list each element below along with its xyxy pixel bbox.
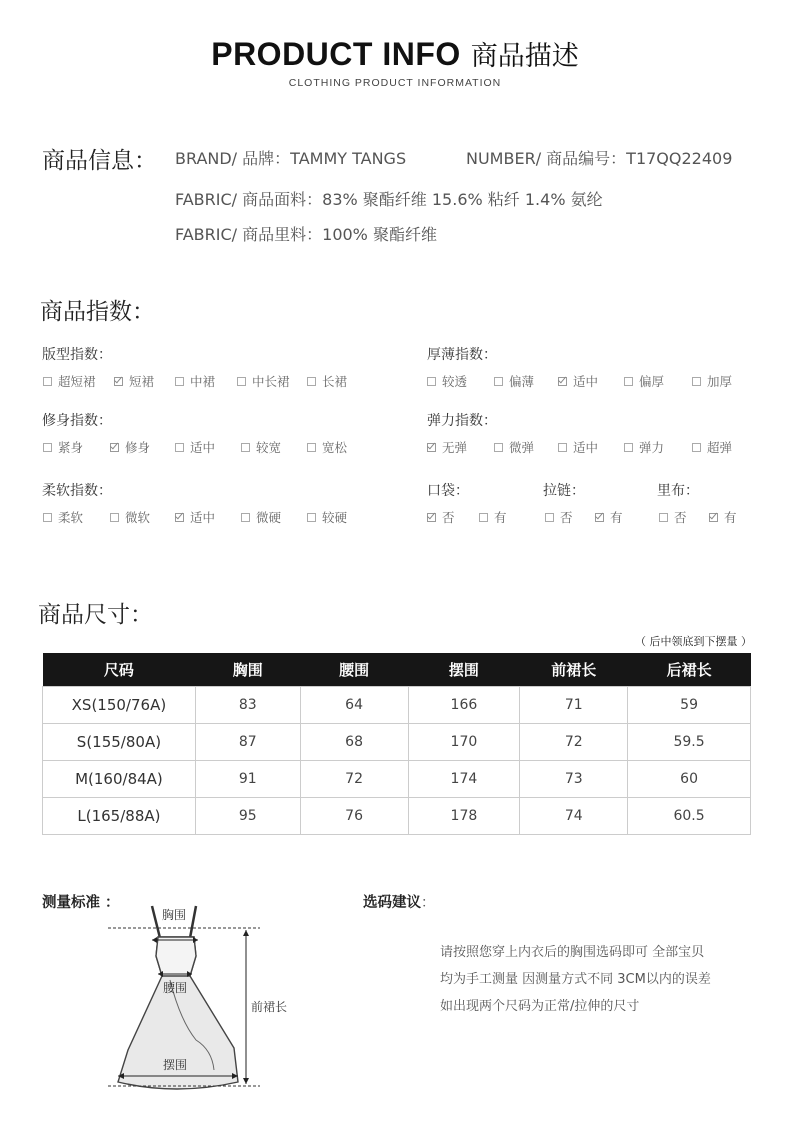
option-item[interactable]: 较硬 [307, 508, 347, 526]
checkbox-icon [692, 443, 701, 452]
table-cell: 87 [195, 724, 300, 761]
table-cell: XS(150/76A) [43, 687, 196, 724]
column-header: 胸围 [195, 653, 300, 687]
lining-cloth-label: 里布： [657, 483, 699, 499]
checkbox-icon [241, 513, 250, 522]
checkbox-icon [43, 377, 52, 386]
number-text: NUMBER/ 商品编号：T17QQ22409 [466, 149, 733, 168]
option-item[interactable]: 超弹 [692, 438, 732, 456]
option-item[interactable]: 适中 [175, 438, 215, 456]
option-item[interactable]: 较透 [427, 372, 467, 390]
option-item[interactable]: 偏厚 [624, 372, 664, 390]
option-item[interactable]: 微弹 [494, 438, 534, 456]
option-item[interactable]: 修身 [110, 438, 150, 456]
option-item[interactable]: 较宽 [241, 438, 281, 456]
column-header: 尺码 [43, 653, 196, 687]
softness-label: 柔软指数： [42, 483, 112, 499]
fit-style-label: 版型指数： [42, 347, 112, 363]
table-header-row [43, 653, 751, 687]
checkbox-icon [43, 513, 52, 522]
checkbox-icon [241, 443, 250, 452]
lining-text: FABRIC/ 商品里料：100% 聚酯纤维 [175, 225, 437, 244]
table-cell: 64 [300, 687, 408, 724]
checkbox-icon [175, 377, 184, 386]
table-cell: 59 [628, 687, 751, 724]
table-cell: 73 [520, 761, 628, 798]
table-cell: 83 [195, 687, 300, 724]
checked-checkbox-icon [114, 377, 123, 386]
table-cell: 60.5 [628, 798, 751, 835]
advice-heading-wrap [363, 891, 435, 912]
title-english: PRODUCT INFO [211, 36, 461, 72]
advice-text [440, 939, 711, 1020]
option-item[interactable]: 否 [659, 508, 687, 526]
checkbox-icon [307, 377, 316, 386]
option-item[interactable]: 超短裙 [43, 372, 96, 390]
table-cell: 76 [300, 798, 408, 835]
table-row [43, 687, 751, 724]
checkbox-icon [427, 377, 436, 386]
checkbox-icon [624, 443, 633, 452]
option-item[interactable]: 无弹 [427, 438, 467, 456]
table-cell: 170 [408, 724, 520, 761]
advice-line: 如出现两个尺码为正常/拉伸的尺寸 [440, 999, 640, 1014]
option-item[interactable]: 微硬 [241, 508, 281, 526]
checkbox-icon [307, 443, 316, 452]
table-cell: 72 [300, 761, 408, 798]
option-item[interactable]: 有 [479, 508, 507, 526]
option-item[interactable]: 适中 [558, 438, 598, 456]
strap-left [152, 906, 160, 938]
checkbox-icon [175, 443, 184, 452]
option-item[interactable]: 弹力 [624, 438, 664, 456]
option-item[interactable]: 中长裙 [237, 372, 290, 390]
option-item[interactable]: 柔软 [43, 508, 83, 526]
checkbox-icon [479, 513, 488, 522]
hem-label: 摆围 [163, 1058, 188, 1072]
table-row [43, 798, 751, 835]
checked-checkbox-icon [558, 377, 567, 386]
advice-line: 均为手工测量 因测量方式不同 3CM以内的误差 [440, 972, 711, 987]
column-header: 腰围 [300, 653, 408, 687]
page-title [0, 34, 790, 73]
table-cell: 91 [195, 761, 300, 798]
index-heading: 商品指数： [40, 299, 155, 325]
option-item[interactable]: 适中 [175, 508, 215, 526]
table-cell: 174 [408, 761, 520, 798]
checkbox-icon [624, 377, 633, 386]
checkbox-icon [237, 377, 246, 386]
checkbox-icon [692, 377, 701, 386]
elasticity-label: 弹力指数： [427, 413, 497, 429]
size-note: （ 后中领底到下摆量 ） [635, 635, 752, 648]
advice-colon: ： [421, 895, 435, 911]
size-heading: 商品尺寸： [38, 602, 153, 628]
option-item[interactable]: 否 [427, 508, 455, 526]
option-item[interactable]: 有 [595, 508, 623, 526]
zipper-label: 拉链： [543, 483, 585, 499]
page-subtitle: CLOTHING PRODUCT INFORMATION [288, 77, 502, 89]
advice-line: 请按照您穿上内衣后的胸围选码即可 全部宝贝 [440, 945, 705, 960]
checkbox-icon [110, 513, 119, 522]
option-item[interactable]: 加厚 [692, 372, 732, 390]
option-item[interactable]: 长裙 [307, 372, 347, 390]
table-cell: 71 [520, 687, 628, 724]
option-item[interactable]: 否 [545, 508, 573, 526]
info-heading: 商品信息： [42, 148, 157, 174]
arrow-right-icon [193, 937, 198, 943]
column-header: 后裙长 [628, 653, 751, 687]
table-cell: 60 [628, 761, 751, 798]
option-item[interactable]: 有 [709, 508, 737, 526]
table-cell: S(155/80A) [43, 724, 196, 761]
table-cell: 59.5 [628, 724, 751, 761]
option-item[interactable]: 短裙 [114, 372, 154, 390]
advice-heading: 选码建议 [363, 895, 421, 911]
table-cell: 74 [520, 798, 628, 835]
brand-text: BRAND/ 品牌：TAMMY TANGS [175, 149, 407, 168]
checked-checkbox-icon [427, 513, 436, 522]
table-cell: 72 [520, 724, 628, 761]
checkbox-icon [307, 513, 316, 522]
bodice-shape [156, 937, 196, 976]
checkbox-icon [494, 377, 503, 386]
table-cell: 68 [300, 724, 408, 761]
checked-checkbox-icon [427, 443, 436, 452]
option-item[interactable]: 紧身 [43, 438, 83, 456]
arrow-up-icon [243, 930, 249, 936]
strap-right [190, 906, 196, 938]
table-cell: 95 [195, 798, 300, 835]
slim-fit-label: 修身指数： [42, 413, 112, 429]
option-item[interactable]: 中裙 [175, 372, 215, 390]
checked-checkbox-icon [110, 443, 119, 452]
checkbox-icon [558, 443, 567, 452]
table-cell: 166 [408, 687, 520, 724]
title-chinese: 商品描述 [470, 41, 579, 72]
table-row [43, 724, 751, 761]
checkbox-icon [659, 513, 668, 522]
fabric-text: FABRIC/ 商品面料：83% 聚酯纤维 15.6% 粘纤 1.4% 氨纶 [175, 190, 603, 209]
table-cell: L(165/88A) [43, 798, 196, 835]
option-item[interactable]: 适中 [558, 372, 598, 390]
column-header: 前裙长 [520, 653, 628, 687]
checkbox-icon [43, 443, 52, 452]
arrow-down-icon [243, 1078, 249, 1084]
option-item[interactable]: 微软 [110, 508, 150, 526]
waist-label: 腰围 [163, 981, 188, 995]
table-cell: 178 [408, 798, 520, 835]
option-item[interactable]: 宽松 [307, 438, 347, 456]
table-row [43, 761, 751, 798]
size-table [42, 653, 751, 835]
checkbox-icon [494, 443, 503, 452]
table-cell: M(160/84A) [43, 761, 196, 798]
checkbox-icon [545, 513, 554, 522]
checked-checkbox-icon [709, 513, 718, 522]
pocket-label: 口袋： [427, 483, 469, 499]
dress-measurement-diagram [100, 900, 320, 1100]
checked-checkbox-icon [595, 513, 604, 522]
arrow-left-icon [152, 937, 157, 943]
option-item[interactable]: 偏薄 [494, 372, 534, 390]
bust-label: 胸围 [162, 908, 187, 922]
measure-heading: 测量标准 ： [42, 895, 120, 911]
checked-checkbox-icon [175, 513, 184, 522]
column-header: 摆围 [408, 653, 520, 687]
thickness-label: 厚薄指数： [427, 347, 497, 363]
front-length-label: 前裙长 [251, 1000, 288, 1014]
